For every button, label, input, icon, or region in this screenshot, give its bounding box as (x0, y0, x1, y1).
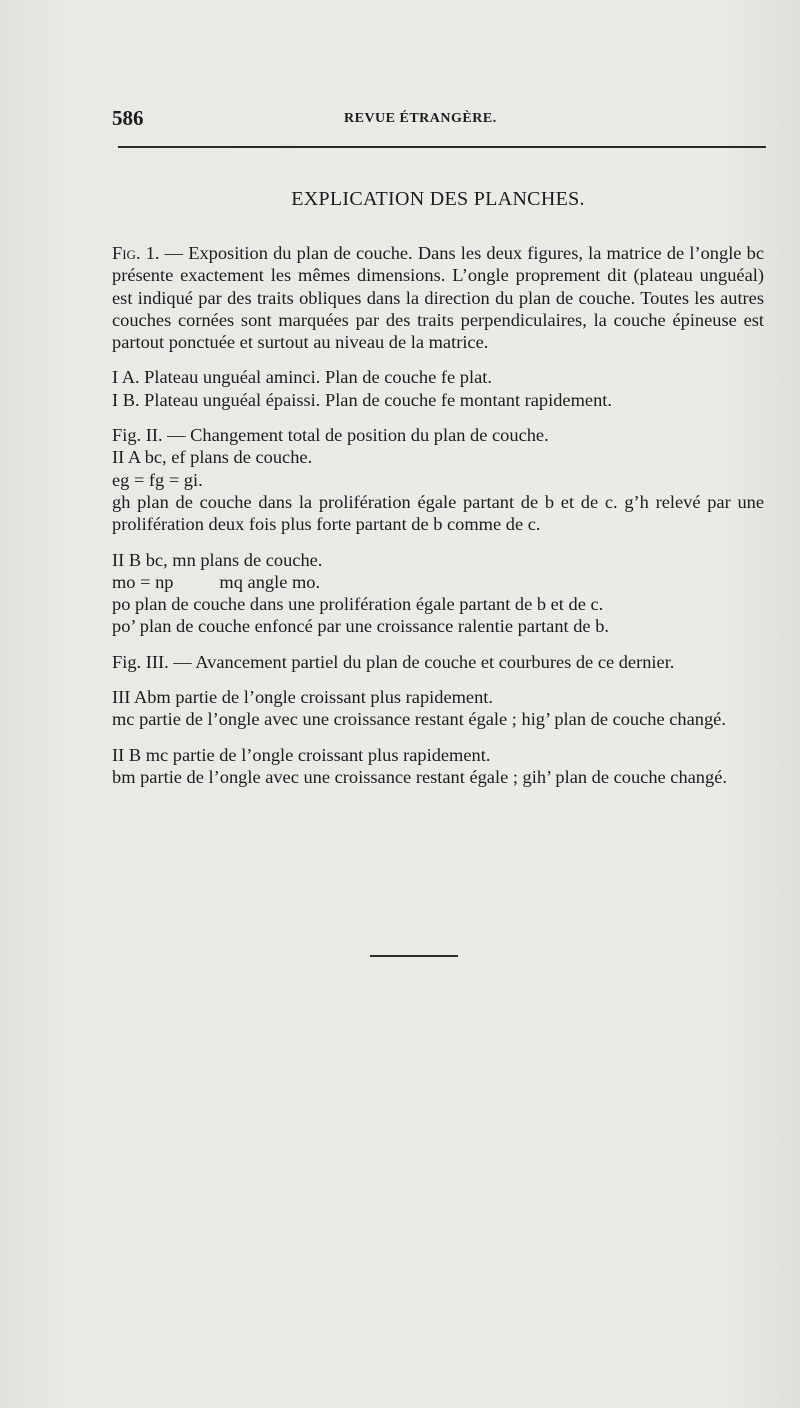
fig3-b-line2: bm partie de l’ongle avec une croissance restant égale ; gih’ plan de couche changé. (112, 766, 727, 787)
page-number: 586 (112, 106, 144, 130)
fig2-b-line4: po’ plan de couche enfoncé par une croissance ralentie partant de b. (112, 616, 609, 637)
fig3-a-line1: III Abm partie de l’ongle croissant plus rapidement. (112, 687, 493, 708)
fig2-b-line2: mo = np mq angle mo. (112, 571, 321, 592)
fig2-a-line1: II A bc, ef plans de couche. (112, 447, 313, 468)
section-title: EXPLICATION DES PLANCHES. (291, 188, 585, 210)
fig1-item-b: I B. Plateau unguéal épaissi. Plan de couche fe montant rapidement. (112, 389, 612, 410)
page-header (112, 106, 764, 136)
header-rule (118, 146, 766, 148)
fig2-b-line1: II B bc, mn plans de couche. (112, 549, 323, 570)
fig2-b-line3: po plan de couche dans une prolifération égale partant de b et de c. (112, 594, 604, 615)
fig1-heading: — Exposition du plan de couche. (164, 243, 413, 263)
fig1-item-a: I A. Plateau unguéal aminci. Plan de couche fe plat. (112, 367, 492, 388)
fig1-paragraph (112, 242, 764, 353)
fig3-heading: Fig. III. — Avancement partiel du plan de couche et courbures de ce dernier. (112, 651, 675, 672)
running-head: REVUE ÉTRANGÈRE. (344, 111, 497, 126)
fig1-text: Dans les deux figures, la matrice de l’ongle bc présente exactement les mêmes dimensions. L’ongle proprement dit (plateau unguéal) est indiqué par des traits obliques dans la direction du plan de couche. Toutes les autres couches cornées sont marquées par des traits perpendiculaires, la couche épineuse est partout ponctuée et surtout au niveau de la matrice. (112, 243, 764, 353)
closing-rule (370, 955, 458, 957)
fig3-a-line2: mc partie de l’ongle avec une croissance restant égale ; hig’ plan de couche changé. (112, 709, 726, 730)
body-text (112, 242, 764, 788)
fig2-heading: Fig. II. — Changement total de position du plan de couche. (112, 425, 549, 446)
fig2-a-line3: gh plan de couche dans la prolifération égale partant de b et de c. g’h relevé par une prolifération deux fois plus forte partant de b comme de c. (112, 491, 764, 535)
fig3-b-line1: II B mc partie de l’ongle croissant plus rapidement. (112, 744, 491, 765)
fig1-label: Fig. 1. (112, 243, 160, 263)
fig2-a-line2: eg = fg = gi. (112, 469, 203, 490)
